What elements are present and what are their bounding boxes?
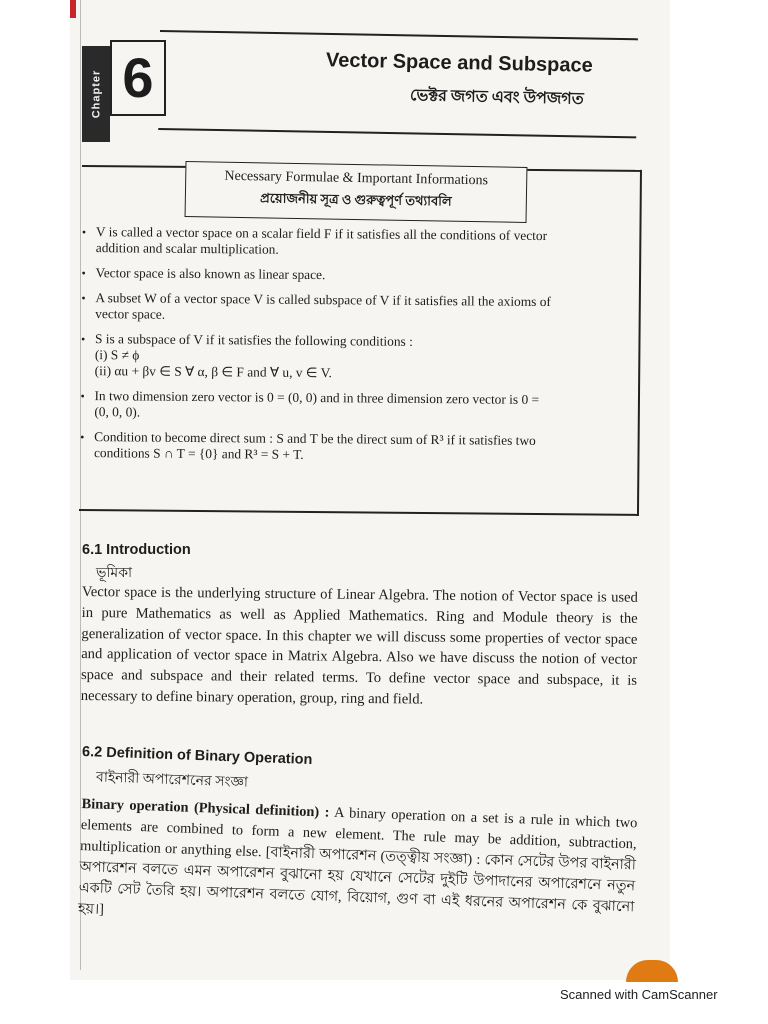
formula-item (80, 429, 640, 466)
chapter-title-bengali: ভেক্টর জগত এবং উপজগত (409, 87, 584, 108)
section-heading-introduction: 6.1 Introduction (82, 542, 191, 558)
formula-line: • V is called a vector space on a scalar field F if it satisfies all the conditions of vector (95, 224, 548, 244)
formula-line: • S is a subspace of V if it satisfies the following conditions : (94, 331, 413, 349)
chapter-number-box (110, 40, 166, 116)
formulae-header (185, 161, 528, 223)
formulae-list (80, 224, 642, 475)
binary-operation-term: Binary operation (Physical definition) : (81, 795, 330, 821)
formula-item (82, 224, 642, 261)
formula-line: • Vector space is also known as linear space. (95, 265, 326, 283)
formula-line: (ii) αu + βv ∈ S ∀ α, β ∈ F and ∀ u, v ∈ V. (94, 363, 332, 381)
scanner-watermark: Scanned with CamScanner (560, 987, 718, 1002)
formula-item (80, 388, 640, 425)
page-edge-mark (70, 0, 76, 18)
binary-operation-paragraph (78, 794, 638, 939)
binary-operation-definition: A binary operation on a set is a rule in which two elements are combined to form a new element. The rule may be addition, subtraction, multiplication or anything else. [বাইনারী অপারেশন (তত্ত্বীয় সংজ্ঞা) : কোন সেটের উপর বাইনারী অপারেশন বলতে এমন অপারেশন বুঝানো হয় যেখানে সেটের দুইটি উপাদানের অপারেশনে নতুন একটি সেট তৈরি হয়। অপারেশন বলতে যোগ, বিয়োগ, গুণ বা এই ধরনের অপারেশন কে বুঝানো হয়।] (77, 804, 638, 918)
formula-line: vector space. (95, 306, 166, 322)
formula-line: (i) S ≠ ϕ (94, 347, 140, 363)
formula-item (82, 265, 642, 286)
chapter-title: Vector Space and Subspace (325, 49, 593, 77)
formula-line: • Condition to become direct sum : S and T be the direct sum of R³ if it satisfies two (94, 429, 536, 448)
section-heading-introduction-bengali: ভূমিকা (96, 566, 133, 581)
formula-line: addition and scalar multiplication. (95, 240, 279, 257)
chapter-title-frame (158, 30, 638, 138)
formula-item (81, 290, 641, 327)
section-heading-binary-operation: 6.2 Definition of Binary Operation (81, 743, 313, 769)
chapter-number: 6 (122, 46, 154, 109)
section-heading-binary-operation-bengali: বাইনারী অপারেশনের সংজ্ঞা (95, 770, 249, 791)
formulae-header-bengali: প্রয়োজনীয় সূত্র ও গুরুত্বপূর্ণ তথ্যাবলি (259, 190, 452, 209)
formula-item (81, 331, 641, 384)
formulae-header-title: Necessary Formulae & Important Informations (224, 168, 489, 189)
formula-line: conditions S ∩ T = {0} and R³ = S + T. (93, 445, 304, 462)
chapter-tab (82, 46, 110, 142)
chapter-tab-label: Chapter (90, 69, 102, 119)
formula-line: (0, 0, 0). (94, 404, 141, 420)
formula-line: • In two dimension zero vector is 0 = (0, 0) and in three dimension zero vector is 0 = (94, 388, 540, 407)
introduction-paragraph: Vector space is the underlying structure of Linear Algebra. The notion of Vector space is used in pure Mathematics as well as Applied Mathematics. Ring and Module theory is the generalization of vector space. In this chapter we will discuss some properties of vector space and application of vector space in Matrix Algebra. Also we have discuss the notion of vector space and subspace and their related terms. To define vector space and subspace, it is necessary to define binary operation, group, ring and field. (80, 583, 638, 708)
formula-line: • A subset W of a vector space V is called subspace of V if it satisfies all the axioms of (95, 290, 551, 310)
